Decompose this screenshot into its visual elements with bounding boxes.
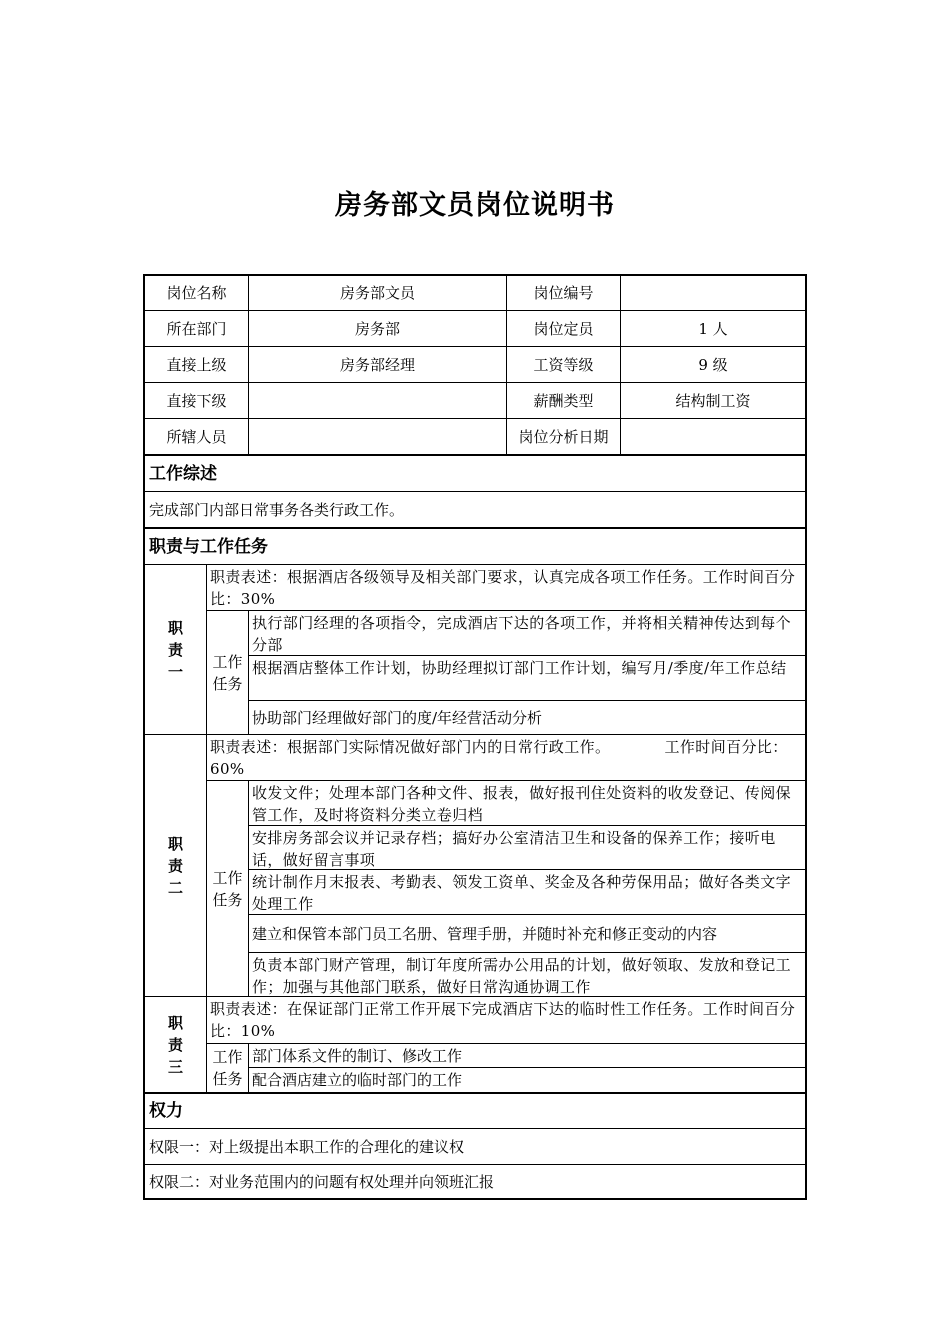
label-subordinates: 直接下级 <box>166 391 227 410</box>
duties-heading: 职责与工作任务 <box>149 536 268 557</box>
label-pay-grade: 工资等级 <box>533 355 594 374</box>
duty-3-task-label: 工作任务 <box>212 1048 243 1088</box>
duty-1-task-1: 执行部门经理的各项指令，完成酒店下达的各项工作，并将相关精神传达到每个分部 <box>252 614 792 654</box>
label-staff: 所辖人员 <box>166 427 227 446</box>
summary-text: 完成部门内部日常事务各类行政工作。 <box>149 500 405 519</box>
value-headcount: 1 人 <box>698 319 728 338</box>
duty-2-task-label: 工作任务 <box>212 868 243 909</box>
value-pay-grade: 9 级 <box>698 355 728 374</box>
label-headcount: 岗位定员 <box>533 319 594 338</box>
label-job-code: 岗位编号 <box>533 284 594 302</box>
duty-2-task-1: 收发文件；处理本部门各种文件、报表，做好报刊住处资料的收发登记、传阅保管工作，及时将资料分类立卷归档 <box>252 784 792 824</box>
duty-2-task-2: 安排房务部会议并记录存档；搞好办公室清洁卫生和设备的保养工作；接听电话，做好留言事项 <box>252 829 776 869</box>
value-analysis-date <box>621 419 805 454</box>
value-department: 房务部 <box>354 319 400 338</box>
duty-1-description: 职责表述：根据酒店各级领导及相关部门要求，认真完成各项工作任务。工作时间百分比：30% <box>210 568 796 608</box>
duty-3-label: 职责三 <box>167 1013 183 1076</box>
label-supervisor: 直接上级 <box>166 355 227 374</box>
duty-2-label: 职责二 <box>167 834 183 897</box>
duty-1-task-2: 根据酒店整体工作计划，协助经理拟订部门工作计划，编写月/季度/年工作总结 <box>252 659 787 677</box>
label-department: 所在部门 <box>166 319 227 338</box>
duty-1-task-3: 协助部门经理做好部门的度/年经营活动分析 <box>252 708 543 727</box>
label-job-title: 岗位名称 <box>166 284 227 302</box>
duty-2-description: 职责表述：根据部门实际情况做好部门内的日常行政工作。 工作时间百分比：60% <box>210 738 788 778</box>
page-title: 房务部文员岗位说明书 <box>335 190 615 221</box>
duty-2-task-4: 建立和保管本部门员工名册、管理手册，并随时补充和修正变动的内容 <box>252 924 718 943</box>
summary-heading: 工作综述 <box>149 463 217 484</box>
duty-3-task-2: 配合酒店建立的临时部门的工作 <box>252 1071 463 1089</box>
duty-2-task-3: 统计制作月末报表、考勤表、领发工资单、奖金及各种劳保用品；做好各类文字处理工作 <box>252 873 792 913</box>
authority-item-2: 权限二：对业务范围内的问题有权处理并向领班汇报 <box>149 1172 495 1191</box>
label-analysis-date: 岗位分析日期 <box>518 427 609 446</box>
authority-heading: 权力 <box>149 1101 183 1121</box>
duty-3-task-1: 部门体系文件的制订、修改工作 <box>252 1046 463 1065</box>
value-supervisor: 房务部经理 <box>339 355 415 374</box>
duty-1-task-label: 工作任务 <box>212 652 243 693</box>
value-staff <box>249 419 506 454</box>
value-job-title: 房务部文员 <box>339 284 415 302</box>
label-pay-type: 薪酬类型 <box>533 391 594 410</box>
duty-3-description: 职责表述：在保证部门正常工作开展下完成酒店下达的临时性工作任务。工作时间百分比：10% <box>210 1000 796 1040</box>
duty-2-task-5: 负责本部门财产管理，制订年度所需办公用品的计划，做好领取、发放和登记工作；加强与其他部门联系，做好日常沟通协调工作 <box>252 956 792 996</box>
value-pay-type: 结构制工资 <box>675 391 751 410</box>
authority-item-1: 权限一：对上级提出本职工作的合理化的建议权 <box>149 1137 465 1156</box>
duty-1-label: 职责一 <box>167 618 183 681</box>
value-job-code <box>621 276 805 310</box>
value-subordinates <box>249 383 506 418</box>
